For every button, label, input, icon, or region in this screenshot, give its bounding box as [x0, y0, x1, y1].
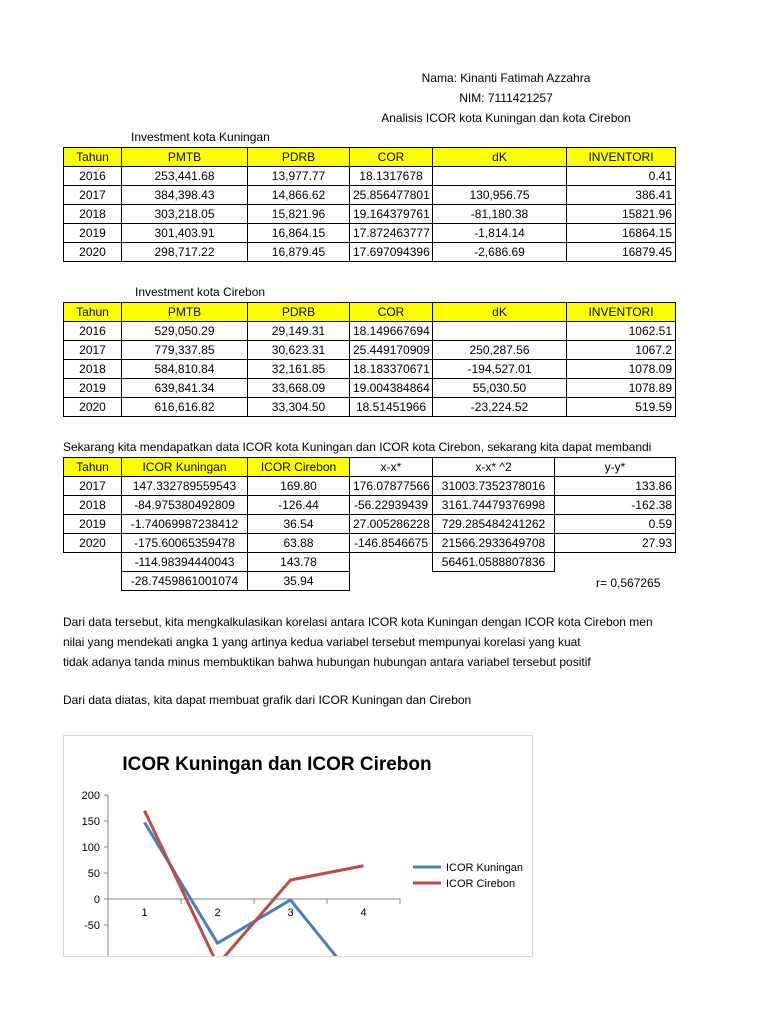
icor-table	[63, 457, 676, 591]
y-tick-label: 0	[93, 894, 100, 906]
column-header: PDRB	[248, 148, 350, 167]
table-cell: 1078.89	[567, 379, 676, 398]
x-tick-label: 3	[287, 907, 294, 919]
table-cell: 147.332789559543	[122, 477, 248, 496]
table-cell: 32,161.85	[248, 360, 350, 379]
header-row	[64, 458, 676, 477]
table-cell: 253,441.68	[122, 167, 248, 186]
table-row	[64, 572, 676, 591]
table-cell: 639,841.34	[122, 379, 248, 398]
table-cell: 2020	[64, 398, 122, 417]
table-cell: 33,304.50	[248, 398, 350, 417]
column-header: dK	[433, 148, 567, 167]
table-cell	[555, 553, 676, 572]
column-header: Tahun	[64, 148, 122, 167]
table-cell: -28.7459861001074	[122, 572, 248, 591]
x-tick-label: 2	[214, 907, 221, 919]
table-cell: 176.07877566	[350, 477, 433, 496]
series-line-2	[145, 811, 367, 956]
table-cell: 2019	[64, 379, 122, 398]
table-row	[64, 496, 676, 515]
kuningan-title: Investment kota Kuningan	[131, 130, 270, 144]
table-cell: 2018	[64, 205, 122, 224]
table-cell: 63.88	[248, 534, 350, 553]
y-tick-label: 100	[81, 842, 100, 854]
conclusion-line-3: tidak adanya tanda minus membuktikan bahwa hubungan hubungan antara variabel tersebut positif	[63, 655, 591, 669]
r-value: r= 0,567265	[596, 576, 661, 590]
table-row	[64, 243, 676, 262]
table-cell: 56461.0588807836	[433, 553, 555, 572]
table-cell: 250,287.56	[433, 341, 567, 360]
table-cell: -114.98394440043	[122, 553, 248, 572]
table-cell: -1,814.14	[433, 224, 567, 243]
table-cell	[350, 553, 433, 572]
table-cell: 55,030.50	[433, 379, 567, 398]
column-header: PMTB	[122, 148, 248, 167]
table-cell: 298,717.22	[122, 243, 248, 262]
table-cell: 2020	[64, 534, 122, 553]
legend-label: ICOR Cirebon	[446, 878, 516, 890]
table-row	[64, 205, 676, 224]
table-cell: 519.59	[567, 398, 676, 417]
table-cell: -175.60065359478	[122, 534, 248, 553]
icor-chart	[63, 735, 533, 957]
table-cell: 15821.96	[567, 205, 676, 224]
table-cell: 19.004384864	[350, 379, 433, 398]
student-nim: NIM: 7111421257	[459, 91, 553, 105]
table-cell: 2019	[64, 224, 122, 243]
table-cell: 2017	[64, 477, 122, 496]
table-row	[64, 398, 676, 417]
column-header: COR	[350, 148, 433, 167]
y-tick-label: 200	[81, 790, 100, 802]
table-row	[64, 553, 676, 572]
table-cell: 130,956.75	[433, 186, 567, 205]
table-cell: 16,879.45	[248, 243, 350, 262]
table-cell: 0.59	[555, 515, 676, 534]
header-row	[64, 303, 676, 322]
table-cell: -84.975380492809	[122, 496, 248, 515]
table-cell: 15,821.96	[248, 205, 350, 224]
table-cell	[433, 572, 555, 591]
column-header: dK	[433, 303, 567, 322]
table-cell: 729.285484241262	[433, 515, 555, 534]
table-cell: 2016	[64, 167, 122, 186]
y-tick-label: 150	[81, 816, 100, 828]
table-row	[64, 379, 676, 398]
table-cell: 2016	[64, 322, 122, 341]
cirebon-title: Investment kota Cirebon	[135, 285, 266, 299]
column-header: ICOR Cirebon	[248, 458, 350, 477]
table-cell: 31003.7352378016	[433, 477, 555, 496]
table-cell: 27.005286228	[350, 515, 433, 534]
table-cell: 143.78	[248, 553, 350, 572]
table-cell: 18.183370671	[350, 360, 433, 379]
table-cell	[350, 572, 433, 591]
table-cell: -194,527.01	[433, 360, 567, 379]
table-cell: 1078.09	[567, 360, 676, 379]
x-tick-label: 4	[360, 907, 367, 919]
student-name: Nama: Kinanti Fatimah Azzahra	[421, 71, 591, 85]
table-cell: 2018	[64, 496, 122, 515]
table-cell: 584,810.84	[122, 360, 248, 379]
table-row	[64, 167, 676, 186]
table-cell: 2017	[64, 341, 122, 360]
table-cell	[64, 553, 122, 572]
table-cell	[433, 167, 567, 186]
table-cell: 19.164379761	[350, 205, 433, 224]
table-cell: -23,224.52	[433, 398, 567, 417]
table-row	[64, 360, 676, 379]
column-header: PDRB	[248, 303, 350, 322]
table-row	[64, 534, 676, 553]
column-header: COR	[350, 303, 433, 322]
table-cell: 18.1317678	[350, 167, 433, 186]
column-header: PMTB	[122, 303, 248, 322]
table-cell: 16864.15	[567, 224, 676, 243]
table-row	[64, 186, 676, 205]
table-cell: -56.22939439	[350, 496, 433, 515]
conclusion-line-2: nilai yang mendekati angka 1 yang artinya kedua variabel tersebut mempunyai korelasi yang kuat	[63, 635, 581, 649]
table-cell	[64, 572, 122, 591]
table-cell: -126.44	[248, 496, 350, 515]
column-header: y-y*	[555, 458, 676, 477]
table-cell: 169.80	[248, 477, 350, 496]
icor-chart-svg	[64, 736, 532, 956]
table-cell: 0.41	[567, 167, 676, 186]
y-tick-label: 50	[87, 868, 100, 880]
table-cell: 2017	[64, 186, 122, 205]
table-cell: 17.697094396	[350, 243, 433, 262]
table-row	[64, 224, 676, 243]
table-cell: 36.54	[248, 515, 350, 534]
table-cell: 33,668.09	[248, 379, 350, 398]
series-line-1	[145, 822, 367, 956]
column-header: x-x* ^2	[433, 458, 555, 477]
kuningan-table	[63, 147, 676, 262]
table-cell: 2019	[64, 515, 122, 534]
table-cell: 25.856477801	[350, 186, 433, 205]
table-cell: 2020	[64, 243, 122, 262]
analysis-title: Analisis ICOR kota Kuningan dan kota Cirebon	[381, 111, 631, 125]
table-row	[64, 322, 676, 341]
column-header: x-x*	[350, 458, 433, 477]
column-header: ICOR Kuningan	[122, 458, 248, 477]
table-cell: 18.149667694	[350, 322, 433, 341]
table-cell: 3161.74479376998	[433, 496, 555, 515]
table-cell: 386.41	[567, 186, 676, 205]
table-cell: -2,686.69	[433, 243, 567, 262]
table-cell: 616,616.82	[122, 398, 248, 417]
table-cell: 16879.45	[567, 243, 676, 262]
table-cell: 17.872463777	[350, 224, 433, 243]
table-cell: 13,977.77	[248, 167, 350, 186]
table-cell: 14,866.62	[248, 186, 350, 205]
y-tick-label: -50	[84, 920, 100, 932]
table-cell: 384,398.43	[122, 186, 248, 205]
x-tick-label: 1	[141, 907, 148, 919]
intro-text: Sekarang kita mendapatkan data ICOR kota Kuningan dan ICOR kota Cirebon, sekarang kita dapat membandi	[63, 440, 652, 454]
table-cell: -81,180.38	[433, 205, 567, 224]
table-cell: 21566.2933649708	[433, 534, 555, 553]
table-row	[64, 341, 676, 360]
table-cell: 301,403.91	[122, 224, 248, 243]
table-cell: -1.74069987238412	[122, 515, 248, 534]
column-header: INVENTORI	[567, 303, 676, 322]
conclusion-line-1: Dari data tersebut, kita mengkalkulasikan korelasi antara ICOR kota Kuningan dengan ICOR kota Cirebon men	[63, 615, 653, 629]
table-cell: 529,050.29	[122, 322, 248, 341]
column-header: Tahun	[64, 303, 122, 322]
legend-label: ICOR Kuningan	[446, 862, 524, 874]
conclusion-line-4: Dari data diatas, kita dapat membuat grafik dari ICOR Kuningan dan Cirebon	[63, 693, 472, 707]
table-cell: 30,623.31	[248, 341, 350, 360]
table-cell: 29,149.31	[248, 322, 350, 341]
table-cell: 133.86	[555, 477, 676, 496]
header-row	[64, 148, 676, 167]
table-cell: 303,218.05	[122, 205, 248, 224]
table-cell: 25.449170909	[350, 341, 433, 360]
table-cell: 2018	[64, 360, 122, 379]
cirebon-table	[63, 302, 676, 417]
column-header: Tahun	[64, 458, 122, 477]
table-cell: -162.38	[555, 496, 676, 515]
table-cell: 1062.51	[567, 322, 676, 341]
table-cell: 35.94	[248, 572, 350, 591]
table-cell: 27.93	[555, 534, 676, 553]
table-row	[64, 515, 676, 534]
table-cell	[433, 322, 567, 341]
table-cell: -146.8546675	[350, 534, 433, 553]
column-header: INVENTORI	[567, 148, 676, 167]
chart-title: ICOR Kuningan dan ICOR Cirebon	[122, 754, 432, 775]
table-row	[64, 477, 676, 496]
table-cell: 1067.2	[567, 341, 676, 360]
table-cell: 779,337.85	[122, 341, 248, 360]
table-cell: 18.51451966	[350, 398, 433, 417]
table-cell: 16,864.15	[248, 224, 350, 243]
